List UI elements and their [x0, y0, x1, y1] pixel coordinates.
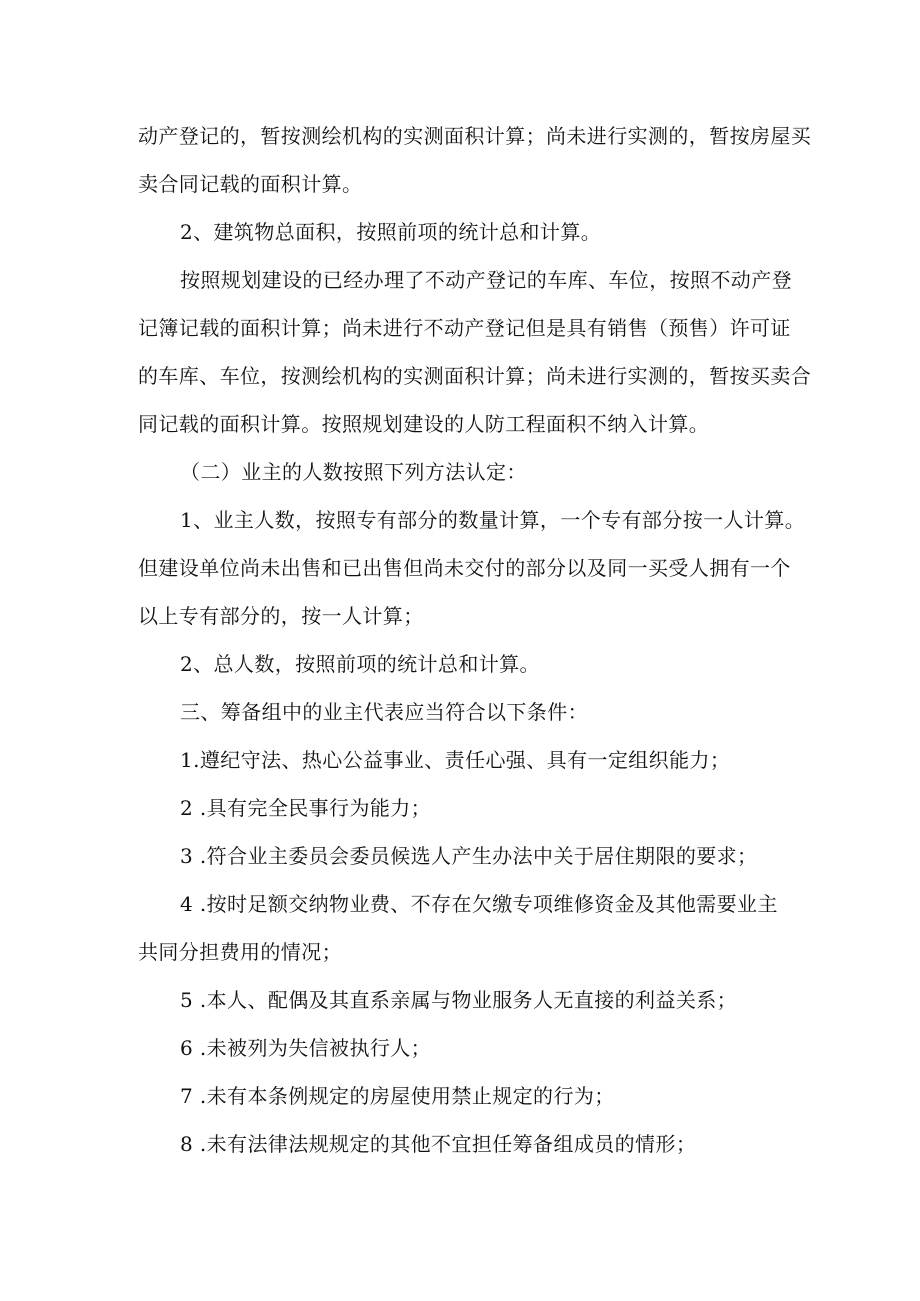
paragraph-line: 按照规划建设的已经办理了不动产登记的车库、车位，按照不动产登 — [180, 268, 792, 292]
paragraph-line: 的车库、车位，按测绘机构的实测面积计算；尚未进行实测的，暂按买卖合 — [138, 364, 812, 388]
list-item: 2 .具有完全民事行为能力； — [180, 796, 432, 820]
paragraph-line: 但建设单位尚未出售和已出售但尚未交付的部分以及同一买受人拥有一个 — [138, 556, 791, 580]
section-heading: （二）业主的人数按照下列方法认定： — [180, 460, 527, 484]
list-item-continuation: 共同分担费用的情况； — [138, 940, 342, 964]
list-item: 7 .未有本条例规定的房屋使用禁止规定的行为； — [180, 1084, 615, 1108]
section-heading: 三、筹备组中的业主代表应当符合以下条件： — [180, 700, 588, 724]
list-item: 1.遵纪守法、热心公益事业、责任心强、具有一定组织能力； — [180, 748, 731, 772]
paragraph-line: 2、建筑物总面积，按照前项的统计总和计算。 — [180, 220, 602, 244]
paragraph-line: 卖合同记载的面积计算。 — [138, 172, 363, 196]
paragraph-line: 记簿记载的面积计算；尚未进行不动产登记但是具有销售（预售）许可证 — [138, 316, 791, 340]
list-item: 4 .按时足额交纳物业费、不存在欠缴专项维修资金及其他需要业主 — [180, 892, 778, 916]
paragraph-line: 以上专有部分的，按一人计算； — [138, 604, 424, 628]
list-item: 5 .本人、配偶及其直系亲属与物业服务人无直接的利益关系； — [180, 988, 738, 1012]
list-item: 8 .未有法律法规规定的其他不宜担任筹备组成员的情形； — [180, 1132, 697, 1156]
list-item: 3 .符合业主委员会委员候选人产生办法中关于居住期限的要求； — [180, 844, 758, 868]
paragraph-line: 1、业主人数，按照专有部分的数量计算，一个专有部分按一人计算。 — [180, 508, 806, 532]
paragraph-line: 动产登记的，暂按测绘机构的实测面积计算；尚未进行实测的，暂按房屋买 — [138, 124, 812, 148]
paragraph-line: 同记载的面积计算。按照规划建设的人防工程面积不纳入计算。 — [138, 412, 710, 436]
list-item: 6 .未被列为失信被执行人； — [180, 1036, 432, 1060]
paragraph-line: 2、总人数，按照前项的统计总和计算。 — [180, 652, 540, 676]
document-body — [138, 112, 812, 1168]
